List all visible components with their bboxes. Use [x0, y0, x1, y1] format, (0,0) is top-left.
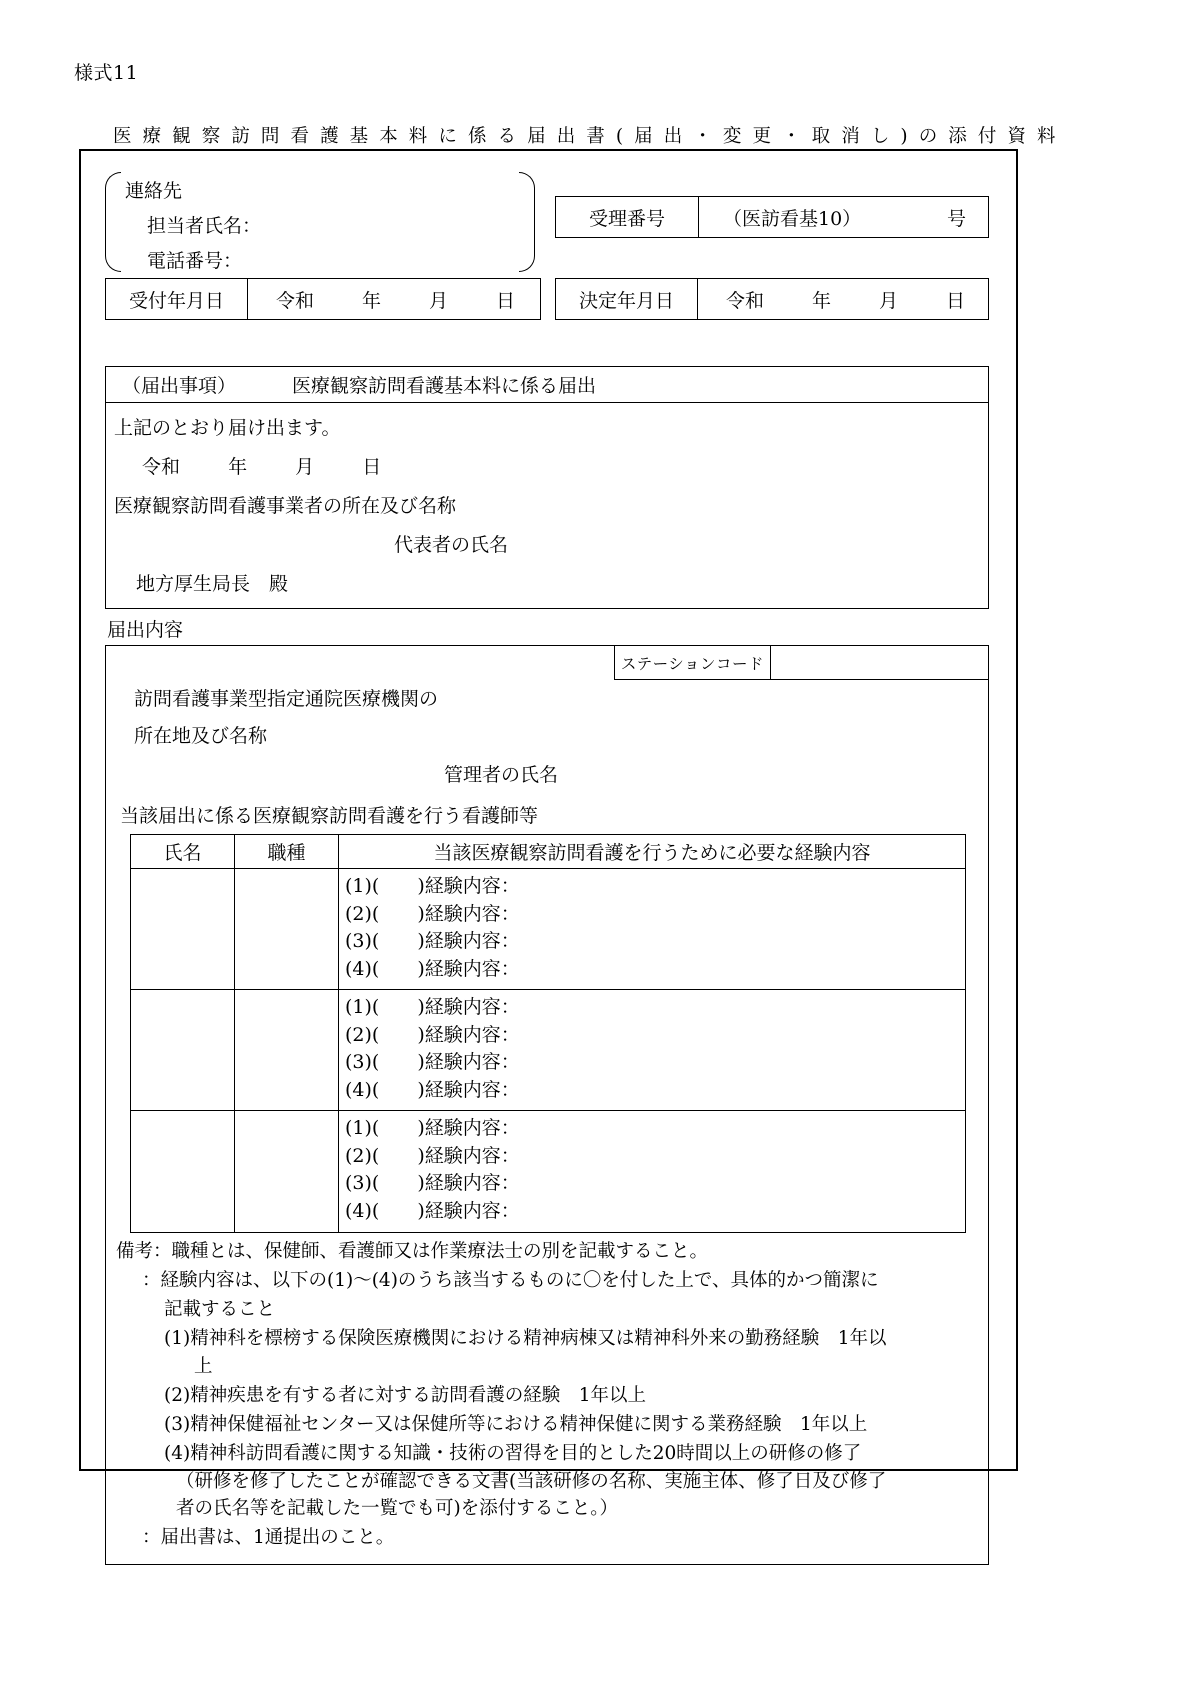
cell-name[interactable]	[131, 869, 235, 990]
declaration-section-item: 医療観察訪問看護基本料に係る届出	[292, 375, 597, 397]
experience-item-4[interactable]: (4)( )経験内容：	[345, 1078, 520, 1101]
declaration-representative-line[interactable]: 代表者の氏名	[393, 534, 508, 556]
declaration-month-unit: 月	[295, 456, 315, 478]
contact-phone-label[interactable]: 電話番号：	[147, 250, 243, 272]
decided-date-value[interactable]	[698, 279, 988, 319]
table-header-row	[131, 835, 966, 869]
experience-item-1[interactable]: (1)( )経験内容：	[345, 875, 520, 897]
cell-experience[interactable]	[339, 990, 966, 1111]
facility-line-2[interactable]: 所在地及び名称	[134, 725, 268, 747]
table-row	[131, 990, 966, 1111]
header-name: 氏名	[131, 835, 235, 869]
experience-table	[130, 834, 966, 1233]
decided-date-field	[555, 278, 989, 320]
brace-right-decoration	[519, 172, 535, 272]
cell-experience[interactable]	[339, 1111, 966, 1232]
declaration-body	[106, 403, 988, 608]
received-day-unit: 日	[496, 289, 516, 312]
cell-experience[interactable]	[339, 869, 966, 990]
received-date-value[interactable]	[248, 279, 540, 319]
declaration-addressee: 地方厚生局長 殿	[136, 573, 289, 595]
declaration-date-line[interactable]	[114, 452, 988, 479]
remarks-section	[106, 1233, 988, 1565]
nurse-section-label: 当該届出に係る医療観察訪問看護を行う看護師等	[120, 805, 539, 827]
facility-line-1: 訪問看護事業型指定通院医療機関の	[134, 688, 439, 710]
manager-name-line[interactable]: 管理者の氏名	[443, 764, 558, 786]
content-section-label: 届出内容	[107, 619, 184, 641]
declaration-statement: 上記のとおり届け出ます。	[114, 417, 341, 439]
experience-item-4[interactable]: (4)( )経験内容：	[345, 1200, 520, 1223]
decided-date-label: 決定年月日	[556, 279, 698, 319]
remarks-item-4c: 者の氏名等を記載した一覧でも可)を添付すること。）	[176, 1497, 618, 1519]
declaration-section-label: （届出事項）	[122, 375, 237, 397]
remarks-line-1: 備考：職種とは、保健師、看護師又は作業療法士の別を記載すること。	[116, 1240, 709, 1262]
received-era: 令和	[276, 289, 315, 312]
remarks-item-2: (2)精神疾患を有する者に対する訪問看護の経験 1年以上	[164, 1384, 646, 1406]
station-code-field	[614, 646, 988, 680]
header-job: 職種	[235, 835, 339, 869]
table-row	[131, 1111, 966, 1232]
remarks-line-2: ：経験内容は、以下の(1)～(4)のうち該当するものに〇を付した上で、具体的かつ簡潔に	[142, 1269, 879, 1291]
experience-item-1[interactable]: (1)( )経験内容：	[345, 996, 520, 1019]
decided-month-unit: 月	[879, 289, 899, 312]
experience-item-2[interactable]: (2)( )経験内容：	[345, 1144, 520, 1167]
received-date-label: 受付年月日	[106, 279, 248, 319]
document-title: 医 療 観 察 訪 問 看 護 基 本 料 に 係 る 届 出 書 ( 届 出 ・ 変 更 ・ 取 消 し ) の 添 付 資 料	[113, 126, 1059, 147]
remarks-line-3: 記載すること	[164, 1299, 276, 1321]
decided-day-unit: 日	[946, 289, 966, 312]
experience-item-3[interactable]: (3)( )経験内容：	[345, 1051, 520, 1074]
contact-block	[105, 172, 535, 272]
experience-item-3[interactable]: (3)( )経験内容：	[345, 930, 520, 953]
declaration-day-unit: 日	[362, 456, 382, 478]
cell-job[interactable]	[235, 1111, 339, 1232]
remarks-line-4: ：届出書は、1通提出のこと。	[142, 1527, 395, 1549]
remarks-item-1a: (1)精神科を標榜する保険医療機関における精神病棟又は精神科外来の勤務経験 1年以	[164, 1328, 887, 1350]
experience-item-4[interactable]: (4)( )経験内容：	[345, 957, 520, 980]
declaration-provider-line[interactable]: 医療観察訪問看護事業者の所在及び名称	[114, 495, 457, 517]
experience-item-1[interactable]: (1)( )経験内容：	[345, 1117, 520, 1140]
content-box	[105, 645, 989, 1565]
experience-item-3[interactable]: (3)( )経験内容：	[345, 1172, 520, 1195]
declaration-era: 令和	[142, 456, 181, 478]
cell-name[interactable]	[131, 1111, 235, 1232]
receipt-code: （医訪看基10）	[723, 207, 862, 230]
facility-info	[106, 680, 988, 787]
receipt-unit: 号	[946, 207, 966, 230]
declaration-box	[105, 366, 989, 609]
decided-year-unit: 年	[812, 289, 832, 312]
brace-left-decoration	[105, 172, 121, 272]
declaration-header	[106, 367, 988, 403]
remarks-item-4a: (4)精神科訪問看護に関する知識・技術の習得を目的とした20時間以上の研修の修了	[164, 1443, 862, 1465]
decided-era: 令和	[726, 289, 765, 312]
cell-job[interactable]	[235, 990, 339, 1111]
cell-name[interactable]	[131, 990, 235, 1111]
experience-item-2[interactable]: (2)( )経験内容：	[345, 1023, 520, 1046]
contact-lines	[125, 176, 261, 273]
table-row	[131, 869, 966, 990]
received-month-unit: 月	[429, 289, 449, 312]
declaration-year-unit: 年	[228, 456, 248, 478]
header-experience: 当該医療観察訪問看護を行うために必要な経験内容	[339, 835, 966, 869]
station-code-label: ステーションコード	[614, 646, 770, 680]
receipt-number-value[interactable]	[699, 197, 988, 237]
received-date-field	[105, 278, 541, 320]
received-year-unit: 年	[362, 289, 382, 312]
station-code-input[interactable]	[770, 646, 988, 680]
remarks-item-3: (3)精神保健福祉センター又は保健所等における精神保健に関する業務経験 1年以上	[164, 1414, 868, 1436]
receipt-number-label: 受理番号	[556, 197, 699, 237]
experience-item-2[interactable]: (2)( )経験内容：	[345, 902, 520, 925]
form-outer-frame	[79, 149, 1018, 1549]
remarks-item-1b: 上	[194, 1355, 213, 1377]
contact-heading: 連絡先	[125, 180, 183, 202]
cell-job[interactable]	[235, 869, 339, 990]
remarks-item-4b: （研修を修了したことが確認できる文書(当該研修の名称、実施主体、修了日及び修了	[176, 1470, 887, 1492]
receipt-number-field	[555, 196, 989, 238]
station-code-strip	[106, 646, 988, 680]
contact-person-label[interactable]: 担当者氏名：	[147, 215, 262, 237]
form-number: 様式11	[74, 62, 139, 84]
